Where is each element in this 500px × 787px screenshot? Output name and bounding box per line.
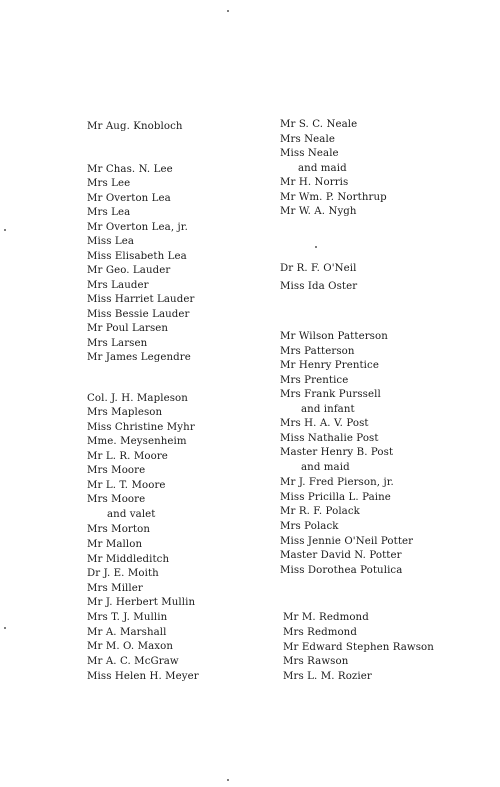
list-item: and infant: [301, 404, 355, 415]
list-item: Mrs Patterson: [280, 346, 355, 357]
list-item: Mr Overton Lea, jr.: [87, 222, 188, 233]
list-item: Mr R. F. Polack: [280, 506, 360, 517]
list-item: Mrs Mapleson: [87, 407, 163, 418]
list-item: Mme. Meysenheim: [87, 436, 187, 447]
list-item: Mrs Neale: [280, 134, 335, 145]
list-item: Master David N. Potter: [280, 550, 402, 561]
list-item: Mrs Moore: [87, 465, 146, 476]
list-item: Mr S. C. Neale: [280, 119, 358, 130]
list-item: Dr R. F. O'Neil: [280, 263, 357, 274]
list-item: Mrs Rawson: [283, 656, 349, 667]
list-item: Mr L. R. Moore: [87, 451, 168, 462]
list-item: Mrs Frank Purssell: [280, 389, 381, 400]
list-item: Mr J. Herbert Mullin: [87, 597, 196, 608]
list-item: Miss Bessie Lauder: [87, 309, 190, 320]
list-item: Miss Elisabeth Lea: [87, 251, 187, 262]
list-item: and maid: [301, 462, 350, 473]
list-item: Mr Chas. N. Lee: [87, 164, 173, 175]
list-item: Mrs Prentice: [280, 375, 349, 386]
scan-speck: [227, 779, 229, 781]
list-item: Mr Mallon: [87, 539, 143, 550]
list-item: Mr James Legendre: [87, 352, 191, 363]
scan-speck: [4, 627, 6, 629]
list-item: and valet: [107, 509, 156, 520]
list-item: Dr J. E. Moith: [87, 568, 159, 579]
list-item: Miss Neale: [280, 148, 339, 159]
list-item: Mrs Lee: [87, 178, 131, 189]
list-item: Mrs H. A. V. Post: [280, 418, 369, 429]
scan-speck: [4, 229, 6, 231]
list-item: Mr H. Norris: [280, 177, 349, 188]
list-item: Mr J. Fred Pierson, jr.: [280, 477, 394, 488]
list-item: and maid: [298, 163, 347, 174]
list-item: Miss Christine Myhr: [87, 422, 195, 433]
list-item: Mrs Lauder: [87, 280, 149, 291]
list-item: Miss Helen H. Meyer: [87, 671, 199, 682]
list-item: Miss Nathalie Post: [280, 433, 379, 444]
list-item: Mr L. T. Moore: [87, 480, 166, 491]
list-item: Mr Poul Larsen: [87, 323, 169, 334]
list-item: Col. J. H. Mapleson: [87, 393, 188, 404]
list-item: Miss Ida Oster: [280, 281, 358, 292]
list-item: Mrs Miller: [87, 583, 143, 594]
list-item: Mr Middleditch: [87, 554, 170, 565]
list-item: Mr Overton Lea: [87, 193, 171, 204]
list-item: Mr M. O. Maxon: [87, 641, 174, 652]
list-item: Mr Wm. P. Northrup: [280, 192, 387, 203]
list-item: Miss Harriet Lauder: [87, 294, 195, 305]
list-item: Mr Henry Prentice: [280, 360, 379, 371]
list-item: Mrs Lea: [87, 207, 131, 218]
list-item: Master Henry B. Post: [280, 447, 394, 458]
list-item: Mrs T. J. Mullin: [87, 612, 168, 623]
list-item: Mrs Morton: [87, 524, 150, 535]
scan-speck: [315, 246, 317, 248]
list-item: Mrs Polack: [280, 521, 339, 532]
list-item: Mr Wilson Patterson: [280, 331, 388, 342]
list-item: Miss Lea: [87, 236, 135, 247]
list-item: Mrs Moore: [87, 494, 146, 505]
list-item: Mrs Redmond: [283, 627, 357, 638]
list-item: Mr Geo. Lauder: [87, 265, 171, 276]
list-item: Miss Dorothea Potulica: [280, 565, 403, 576]
list-item: Mr W. A. Nygh: [280, 206, 357, 217]
list-item: Mr M. Redmond: [283, 612, 369, 623]
list-item: Miss Pricilla L. Paine: [280, 492, 391, 503]
list-item: Mrs L. M. Rozier: [283, 671, 372, 682]
list-item: Mr Aug. Knobloch: [87, 121, 183, 132]
list-item: Mr A. C. McGraw: [87, 656, 179, 667]
list-item: Mr Edward Stephen Rawson: [283, 642, 434, 653]
list-item: Mr A. Marshall: [87, 627, 167, 638]
scan-speck: [227, 10, 229, 12]
list-item: Mrs Larsen: [87, 338, 148, 349]
list-item: Miss Jennie O'Neil Potter: [280, 536, 414, 547]
